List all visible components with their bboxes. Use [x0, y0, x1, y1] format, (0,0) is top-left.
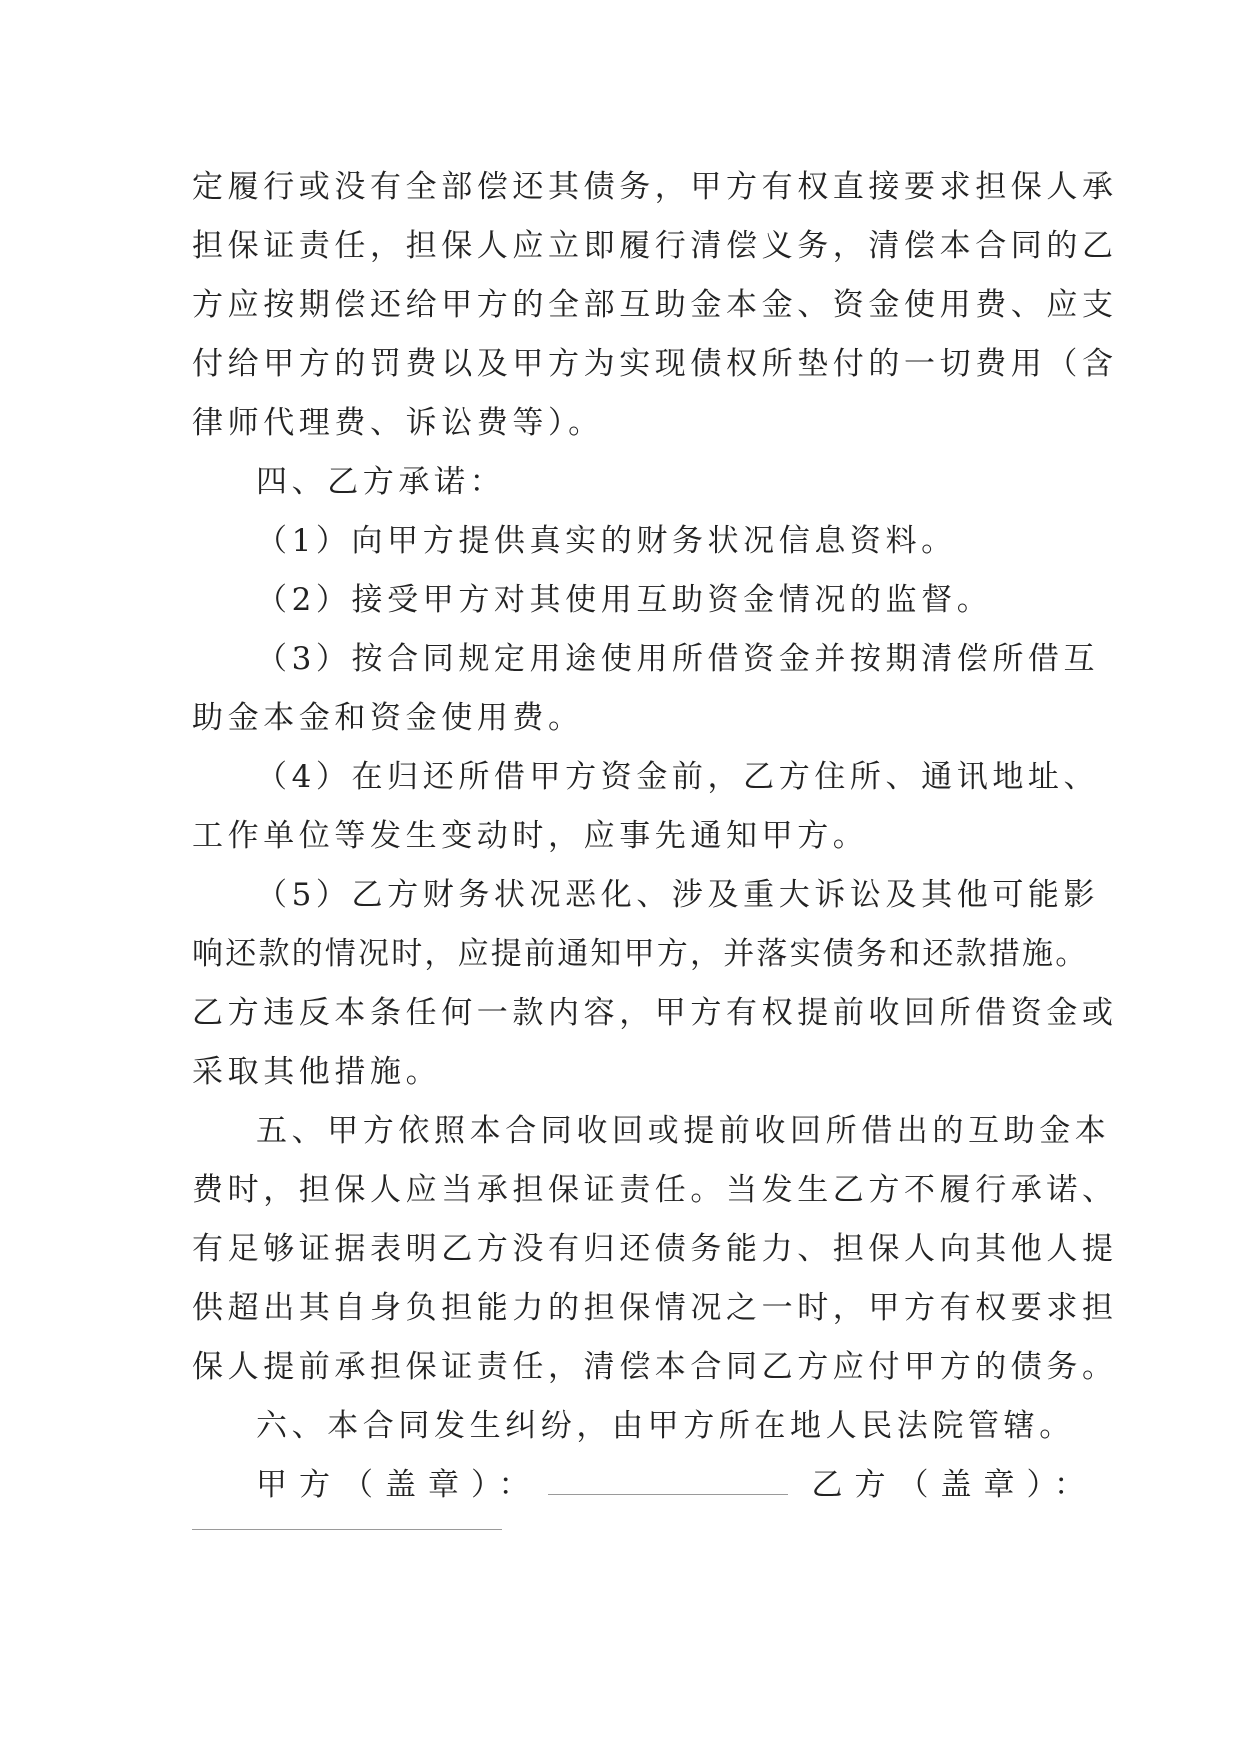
paragraph-line: 乙方违反本条任何一款内容，甲方有权提前收回所借资金或 — [192, 995, 1118, 1031]
paragraph-line: 采取其他措施。 — [192, 1054, 442, 1090]
paragraph-line: 助金本金和资金使用费。 — [192, 700, 584, 736]
paragraph-line: 担保证责任，担保人应立即履行清偿义务，清偿本合同的乙 — [192, 228, 1118, 264]
signature-row — [256, 1465, 1097, 1505]
commitment-item-1: （1）向甲方提供真实的财务状况信息资料。 — [256, 523, 957, 559]
paragraph-line: 付给甲方的罚费以及甲方为实现债权所垫付的一切费用（含 — [192, 346, 1118, 382]
paragraph-line: 有足够证据表明乙方没有归还债务能力、担保人向其他人提 — [192, 1231, 1118, 1267]
section-heading-six: 六、本合同发生纠纷，由甲方所在地人民法院管辖。 — [256, 1408, 1075, 1444]
paragraph-line: 律师代理费、诉讼费等）。 — [192, 405, 604, 441]
paragraph-line: 方应按期偿还给甲方的全部互助金本金、资金使用费、应支 — [192, 287, 1118, 323]
paragraph-line: 定履行或没有全部偿还其债务，甲方有权直接要求担保人承 — [192, 169, 1118, 205]
paragraph-line: 保人提前承担保证责任，清偿本合同乙方应付甲方的债务。 — [192, 1349, 1118, 1385]
commitment-item-2: （2）接受甲方对其使用互助资金情况的监督。 — [256, 582, 993, 618]
party-a-signature-line[interactable] — [548, 1468, 788, 1495]
section-heading-four: 四、乙方承诺： — [256, 464, 506, 500]
commitment-item-5: （5）乙方财务状况恶化、涉及重大诉讼及其他可能影 — [256, 877, 1100, 913]
paragraph-line: 供超出其自身负担能力的担保情况之一时，甲方有权要求担 — [192, 1290, 1118, 1326]
paragraph-line: 费时，担保人应当承担保证责任。当发生乙方不履行承诺、 — [192, 1172, 1118, 1208]
party-a-seal-label: 甲方（盖章）： — [256, 1467, 542, 1503]
section-heading-five: 五、甲方依照本合同收回或提前收回所借出的互助金本 — [256, 1113, 1111, 1149]
paragraph-line: 工作单位等发生变动时，应事先通知甲方。 — [192, 818, 869, 854]
paragraph-line: 响还款的情况时，应提前通知甲方，并落实债务和还款措施。 — [192, 936, 1089, 972]
commitment-item-3: （3）按合同规定用途使用所借资金并按期清偿所借互 — [256, 641, 1100, 677]
party-b-signature-line[interactable] — [192, 1529, 502, 1530]
commitment-item-4: （4）在归还所借甲方资金前，乙方住所、通讯地址、 — [256, 759, 1100, 795]
party-b-seal-label: 乙方（盖章）： — [811, 1467, 1097, 1503]
